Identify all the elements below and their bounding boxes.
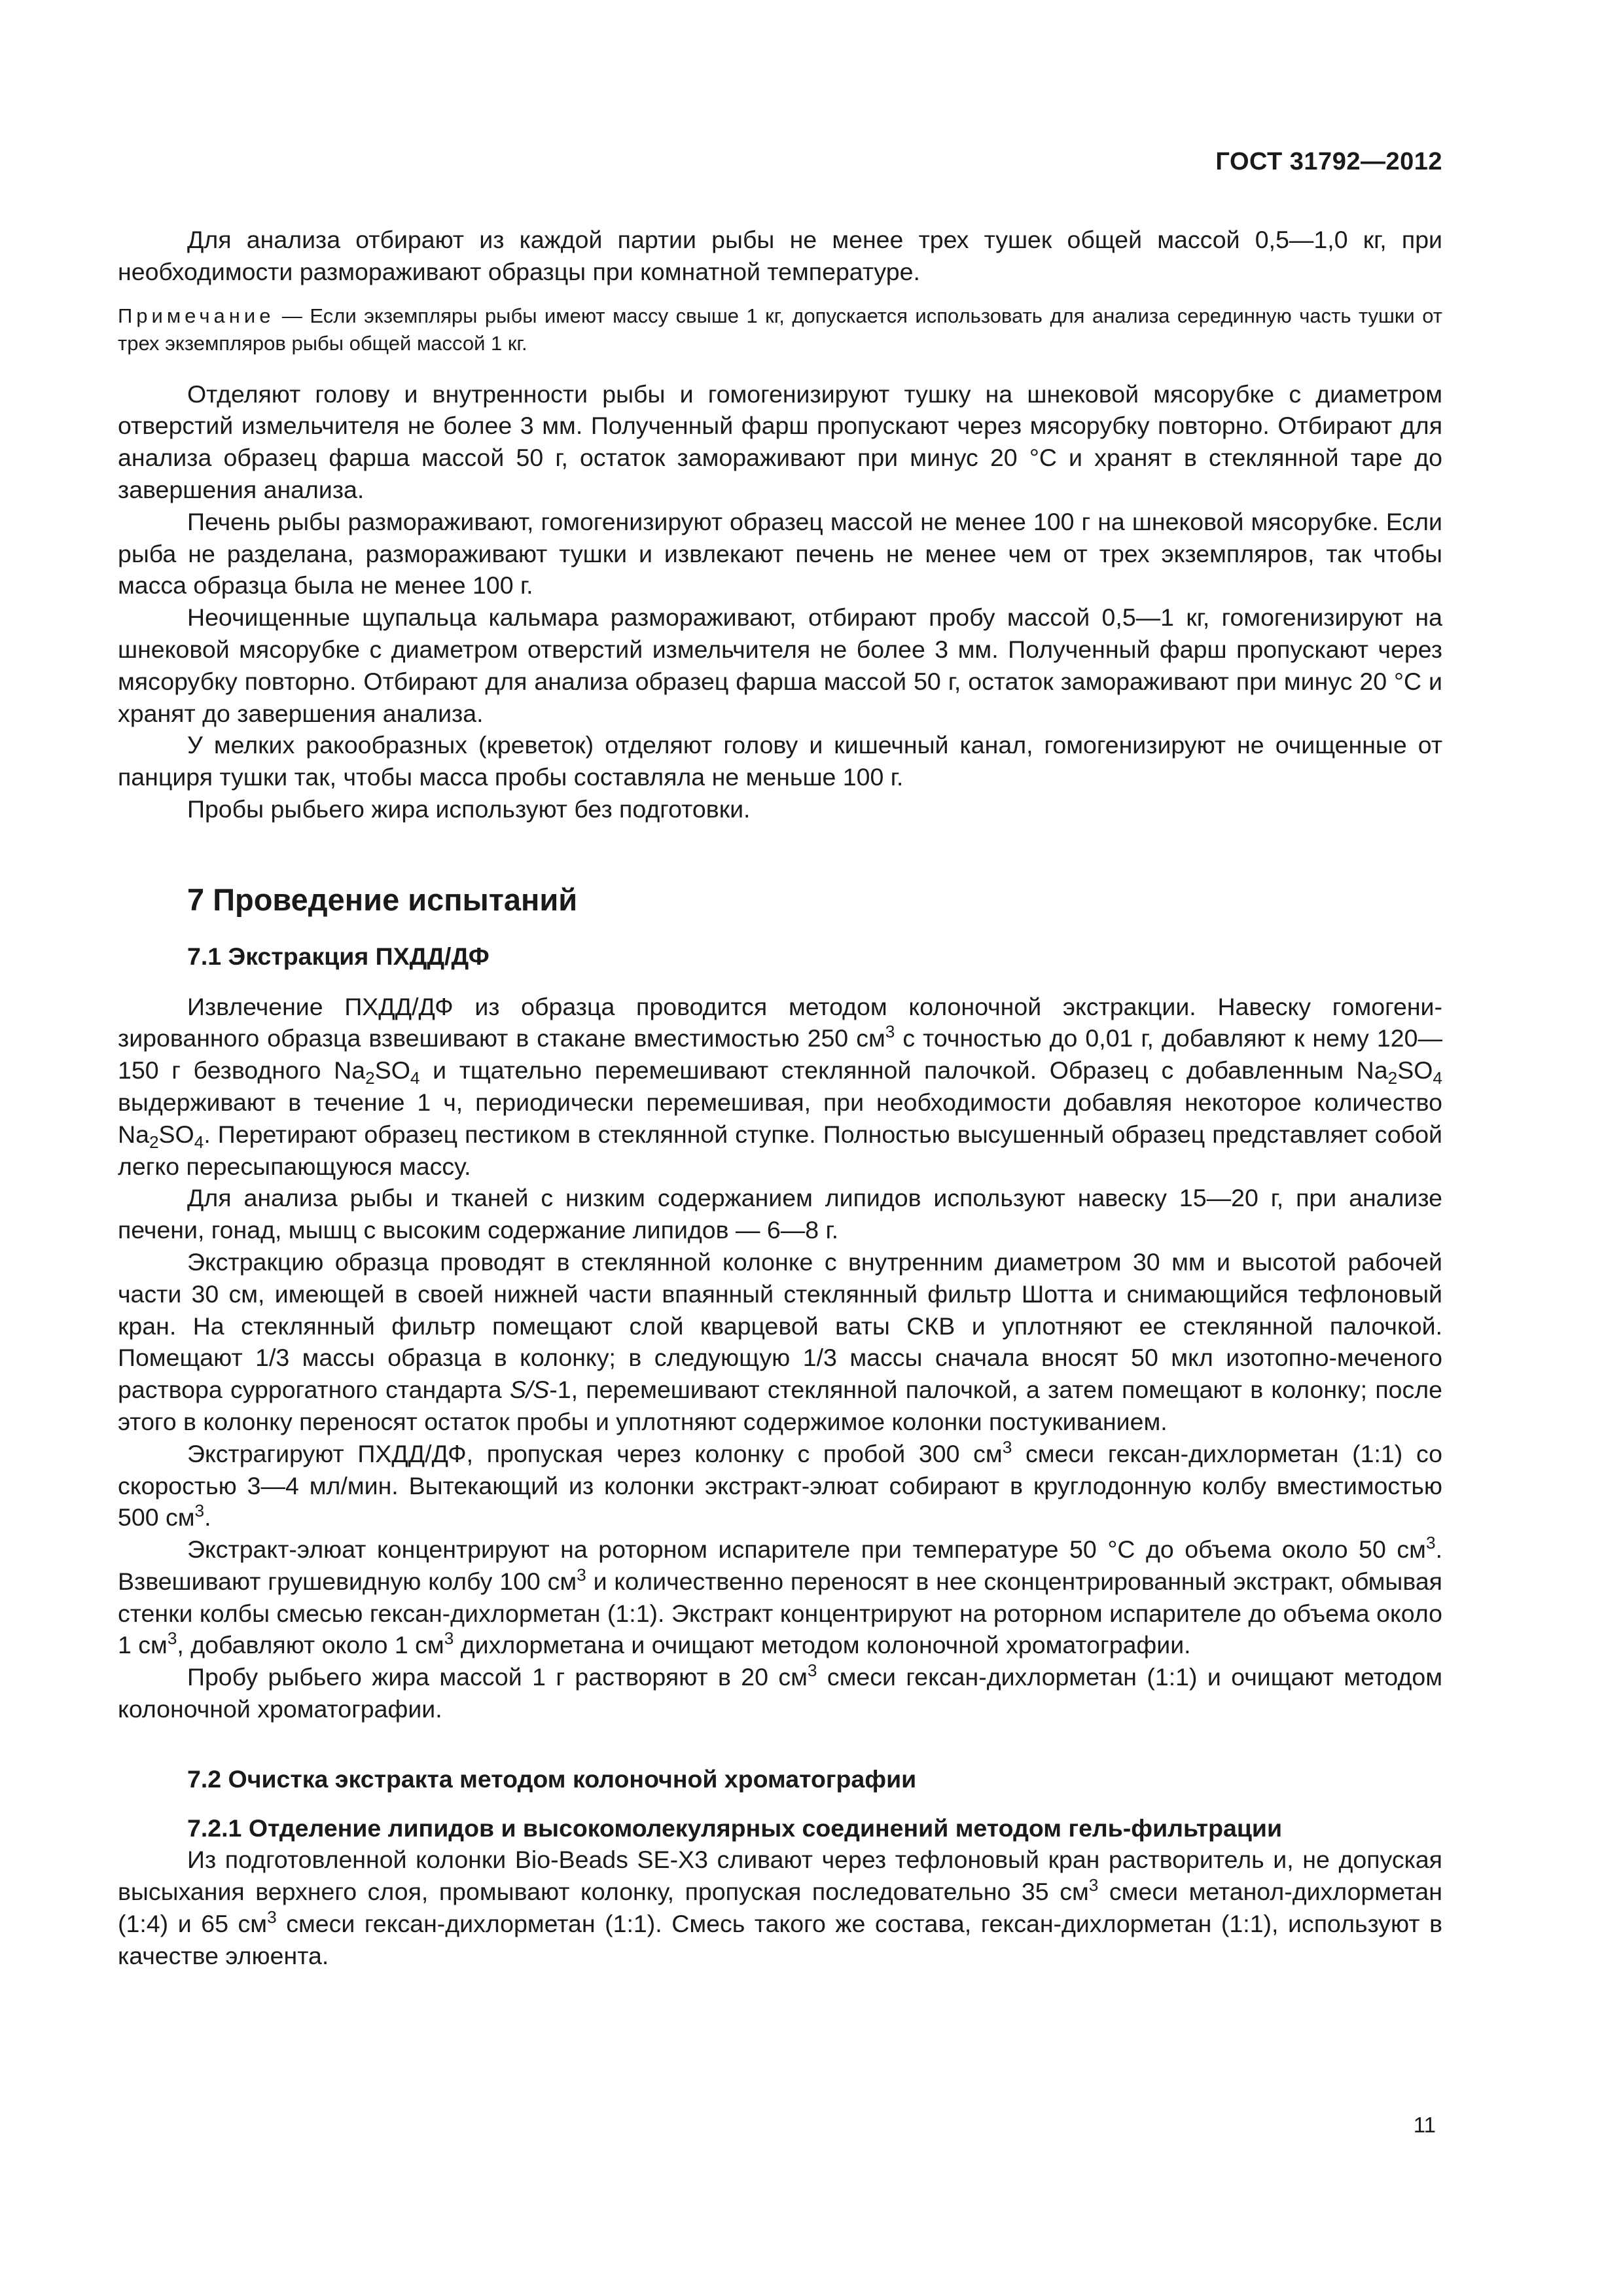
superscript: 3 — [444, 1628, 454, 1649]
subscript: 2 — [149, 1132, 159, 1152]
paragraph-extraction-intro — [118, 991, 1442, 1183]
paragraph-sampling: Для анализа отбирают из каждой партии рыбы не менее трех тушек общей массой 0,5—1,0 кг, при необходимости размораживают образцы при комнатной температуре. — [118, 226, 1442, 285]
superscript: 3 — [807, 1660, 817, 1681]
subscript: 2 — [1387, 1068, 1398, 1088]
text-run: и тщательно перемешивают стеклянной палочкой. Образец с добавленным Na — [419, 1056, 1388, 1085]
paragraph-gel-filtration — [118, 1844, 1442, 1971]
text-run: SO — [158, 1120, 194, 1148]
document-body — [118, 224, 1442, 1972]
subscript: 4 — [194, 1132, 204, 1152]
superscript: 3 — [1002, 1437, 1012, 1457]
text-run: и количественно переносят в нее сконцентрированный экстракт, обмывая стенки колбы смесью гексан-дихлорметан (1:1). Экстракт концентрируют на роторном испарителе до объема около 1 см — [118, 1567, 1442, 1659]
superscript: 3 — [885, 1022, 895, 1042]
text-run: SO — [374, 1056, 410, 1085]
text-run: . Взвешивают грушевидную колбу 100 см — [118, 1535, 1442, 1595]
text-run: Извлечение ПХДД/ДФ из образца проводится методом колоночной экстракции. Навеску гомогенизированного образца взвешивают в стакане вместимостью 250 см — [118, 992, 1442, 1052]
text-run: дихлорметана и очищают методом колоночной хроматографии. — [454, 1631, 1191, 1659]
superscript: 3 — [194, 1501, 205, 1521]
subscript: 4 — [1433, 1068, 1442, 1088]
note-paragraph — [118, 302, 1442, 357]
text-run: . Перетирают образец пестиком в стеклянной ступке. Полностью высушенный образец представляет собой легко пересыпающуюся массу. — [118, 1120, 1442, 1180]
subscript: 4 — [410, 1068, 420, 1088]
text-run: с точностью до 0,01 г, добавляют к нему 120—150 г безводного Na — [118, 1024, 1442, 1085]
paragraph-sample-mass: Для анализа рыбы и тканей с низким содержанием липидов используют навеску 15—20 г, при анализе печени, гонад, мышц с высоким содержание липидов — 6—8 г. — [118, 1184, 1442, 1244]
paragraph-squid-prep: Неочищенные щупальца кальмара размораживают, отбирают пробу массой 0,5—1 кг, гомогенизируют на шнековой мясорубке с диаметром отверстий измельчителя не более 3 мм. Полученный фарш пропускают через мясорубку повторно. Отбирают для анализа образец фарша массой 50 г, остаток замораживают при минус 20 °С и хранят до завершения анализа. — [118, 603, 1442, 727]
paragraph-fish-oil-dissolve — [118, 1661, 1442, 1725]
text-run: Экстракцию образца проводят в стеклянной колонке с внутренним диаметром 30 мм и высотой рабочей части 30 см, имеющей в своей нижней части впаянный стеклянный фильтр Шотта и снимающийся тефлоновый кран. На стеклянный фильтр помещают слой кварцевой ваты СКВ и уплотняют ее стеклянной палочкой. Помещают 1/3 массы образца в колонку; в следующую 1/3 массы сначала вносят 50 мкл изотопно-меченого раствора суррогатного стандарта — [118, 1247, 1442, 1404]
paragraph-shrimp-prep: У мелких ракообразных (креветок) отделяют голову и кишечный канал, гомогенизируют не очищенные от панциря тушки так, чтобы масса пробы составляла не меньше 100 г. — [118, 731, 1442, 791]
paragraph-fish-oil-prep: Пробы рыбьего жира используют без подготовки. — [187, 795, 751, 823]
superscript: 3 — [1088, 1875, 1099, 1895]
standard-code-header: ГОСТ 31792—2012 — [1215, 148, 1442, 175]
paragraph-liver-prep: Печень рыбы размораживают, гомогенизируют образец массой не менее 100 г на шнековой мясорубке. Если рыба не разделана, размораживают тушки и извлекают печень не менее чем от трех экземпляров, так чтобы масса образца была не менее 100 г. — [118, 507, 1442, 600]
text-run: смеси гексан-дихлорметан (1:1) и очищают методом колоночной хроматографии. — [118, 1663, 1442, 1723]
text-run: смеси гексан-дихлорметан (1:1). Смесь такого же состава, гексан-дихлорметан (1:1), используют в качестве элюента. — [118, 1910, 1442, 1969]
paragraph-fish-prep: Отделяют голову и внутренности рыбы и гомогенизируют тушку на шнековой мясорубке с диаметром отверстий измельчителя не более 3 мм. Полученный фарш пропускают через мясорубку повторно. Отбирают для анализа образец фарша массой 50 г, остаток замораживают при минус 20 °С и хранят в стеклянной таре до завершения анализа. — [118, 380, 1442, 503]
text-run: -1, перемешивают стеклянной палочкой, а затем помещают в колонку; после этого в колонку переносят остаток пробы и уплотняют содержимое колонки постукиванием. — [118, 1376, 1442, 1435]
superscript: 3 — [577, 1564, 586, 1585]
note-text: — Если экземпляры рыбы имеют массу свыше 1 кг, допускается использовать для анализа серединную часть тушки от трех экземпляров рыбы общей массой 1 кг. — [118, 304, 1442, 355]
italic-run: S/S — [509, 1376, 550, 1404]
text-run: , добавляют около 1 см — [177, 1631, 444, 1659]
paragraph-concentration — [118, 1534, 1442, 1661]
subscript: 2 — [365, 1068, 375, 1088]
text-run: смеси метанол-дихлорметан (1:4) и 65 см — [118, 1878, 1442, 1938]
text-run: Экстракт-элюат концентрируют на роторном испарителе при температуре 50 °С до объема около 50 см — [187, 1535, 1426, 1564]
superscript: 3 — [167, 1628, 177, 1649]
page-number: 11 — [1413, 2113, 1436, 2137]
text-run: Пробу рыбьего жира массой 1 г растворяют в 20 см — [187, 1663, 808, 1691]
superscript: 3 — [1425, 1533, 1436, 1553]
superscript: 3 — [267, 1907, 277, 1928]
text-run: смеси гексан-дихлорметан (1:1) со скоростью 3—4 мл/мин. Вытекающий из колонки экстракт-элюат собирают в круглодонную колбу вместимостью 500 см — [118, 1439, 1442, 1532]
text-run: Из подготовленной колонки Bio-Beads SE-X3 сливают через тефлоновый кран растворитель и, не допуская высыхания верхнего слоя, промывают колонку, пропуская последовательно 35 см — [118, 1846, 1442, 1906]
paragraph-elution — [118, 1438, 1442, 1534]
text-run: выдерживают в течение 1 ч, периодически перемешивая, при необходимости добавляя некоторое количество Na — [118, 1088, 1442, 1148]
section-7-2-1-heading: 7.2.1 Отделение липидов и высокомолекулярных соединений методом гель-фильтрации — [187, 1814, 1283, 1842]
section-7-1-heading: 7.1 Экстракция ПХДД/ДФ — [187, 942, 490, 970]
note-label: Примечание — [118, 304, 275, 327]
text-run: Экстрагируют ПХДД/ДФ, пропуская через колонку с пробой 300 см — [187, 1439, 1003, 1467]
section-7-heading: 7 Проведение испытаний — [187, 882, 578, 917]
text-run: . — [204, 1503, 211, 1532]
paragraph-column-extraction — [118, 1246, 1442, 1438]
text-run: SO — [1397, 1056, 1433, 1085]
document-page — [118, 0, 1442, 2296]
section-7-2-heading: 7.2 Очистка экстракта методом колоночной хроматографии — [187, 1765, 917, 1793]
